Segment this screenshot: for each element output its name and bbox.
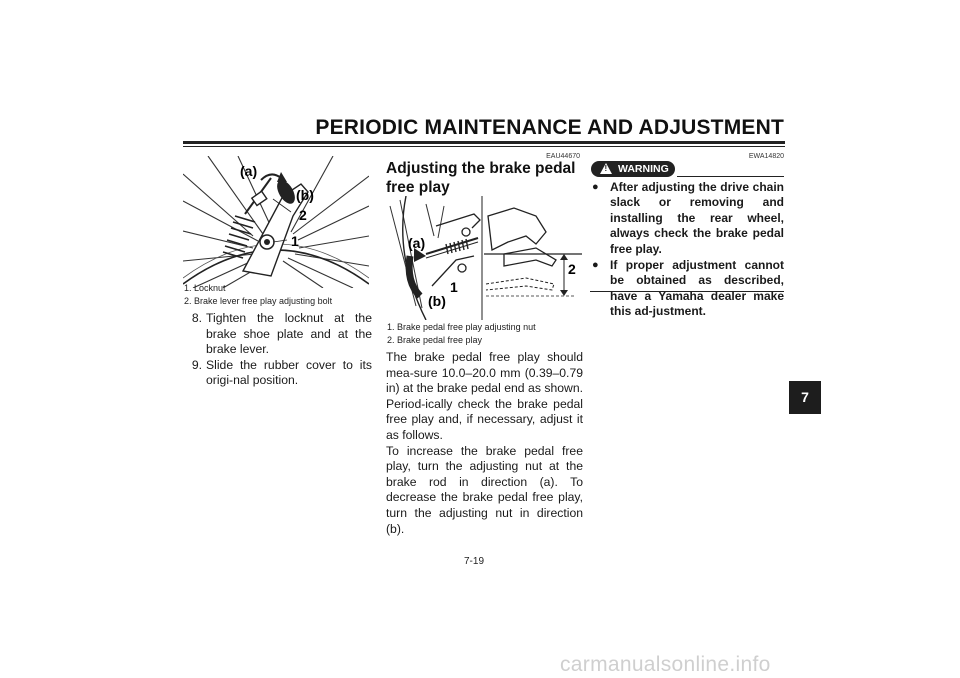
- figure-label-b: (b): [296, 187, 314, 203]
- middle-body: [386, 350, 583, 537]
- figure-label-b: (b): [428, 293, 446, 309]
- figure-label-1: 1: [450, 279, 458, 295]
- caption-item: 1. Brake pedal free play adjusting nut: [387, 322, 536, 332]
- step-item: [182, 311, 372, 358]
- step-text: Tighten the locknut at the brake shoe plate and at the brake lever.: [206, 311, 372, 357]
- step-text: Slide the rubber cover to its origi-nal position.: [206, 357, 372, 388]
- section-code: EAU44670: [546, 153, 580, 160]
- figure-label-2: 2: [299, 207, 307, 223]
- caption-item: 2. Brake lever free play adjusting bolt: [184, 296, 333, 306]
- warning-label: WARNING: [618, 163, 669, 175]
- watermark: carmanualsonline.info: [560, 653, 771, 676]
- warning-text: After adjusting the drive chain slack or removing and installing the rear wheel, always check the brake pedal free play.: [610, 180, 784, 256]
- figure-label-2: 2: [568, 261, 576, 277]
- warning-item: [590, 180, 784, 257]
- warning-code: EWA14820: [748, 153, 784, 160]
- title-rule: [183, 141, 785, 144]
- step-number: 9.: [191, 357, 202, 372]
- brake-lever-figure: [183, 156, 369, 288]
- caption-item: 1. Locknut: [184, 283, 226, 293]
- left-figure-captions: [184, 282, 374, 308]
- bullet-icon: ●: [592, 181, 599, 193]
- figure-label-a: (a): [408, 235, 426, 251]
- body-paragraph: To increase the brake pedal free play, turn the adjusting nut at the brake rod in direction (a). To decrease the brake pedal free play, turn the adjusting nut in direction (b).: [386, 443, 583, 536]
- left-steps: [182, 311, 372, 389]
- figure-label-a: (a): [240, 163, 258, 179]
- warning-exclamation: !: [604, 164, 608, 173]
- warning-bottom-rule: [590, 291, 784, 292]
- warning-text: If proper adjustment cannot be obtained as described, have a Yamaha dealer make this ad-justment.: [610, 258, 784, 319]
- step-number: 8.: [191, 311, 202, 325]
- caption-item: 2. Brake pedal free play: [387, 335, 483, 345]
- warning-top-rule: [677, 176, 784, 177]
- warning-item: [590, 258, 784, 320]
- body-paragraph: The brake pedal free play should mea-sure 10.0–20.0 mm (0.39–0.79 in) at the brake pedal end as shown. Period-ically check the brake pedal free play and, if necessary, adjust it as follows.: [386, 350, 583, 442]
- bullet-icon: ●: [592, 259, 599, 272]
- page-number: 7-19: [463, 556, 484, 567]
- brake-pedal-figure: [386, 196, 582, 320]
- page-title: PERIODIC MAINTENANCE AND ADJUSTMENT: [315, 116, 784, 139]
- section-heading: Adjusting the brake pedal free play: [386, 160, 576, 196]
- middle-figure-captions: [387, 321, 583, 347]
- chapter-tab: 7: [789, 381, 821, 414]
- figure-label-1: 1: [291, 233, 299, 249]
- title-rule-thin: [183, 146, 785, 147]
- warning-list: [590, 180, 784, 321]
- warning-badge: [591, 161, 675, 177]
- step-item: [182, 358, 372, 389]
